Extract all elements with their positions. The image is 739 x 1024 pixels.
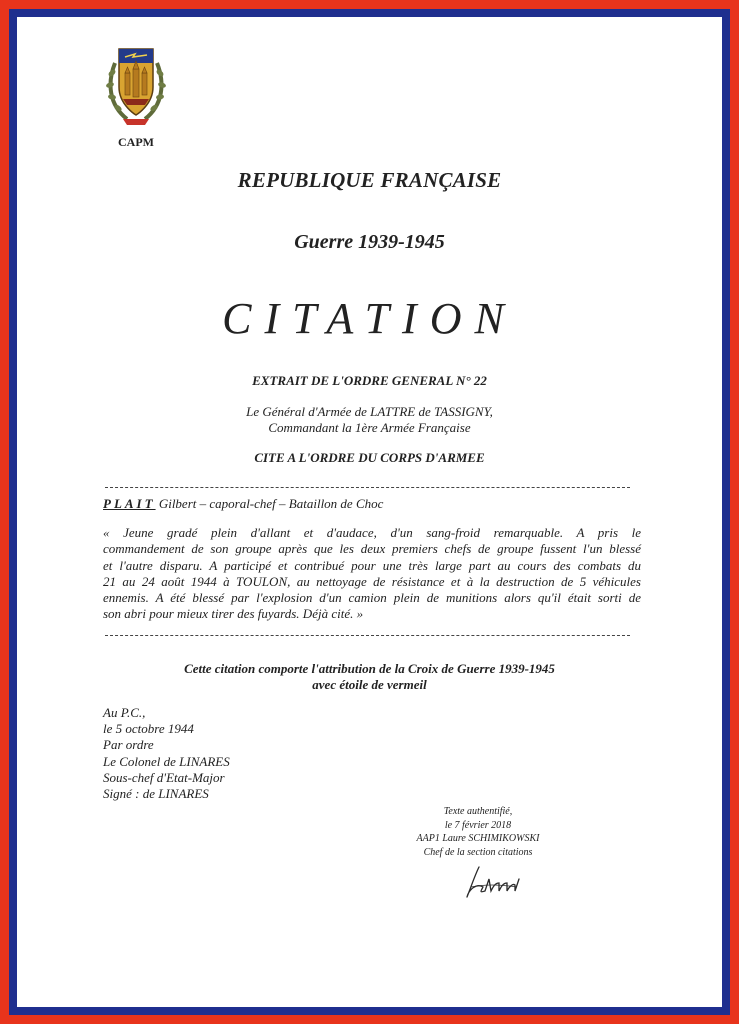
signature-block — [103, 705, 230, 802]
person-line — [103, 496, 383, 512]
handwritten-signature-icon — [457, 857, 537, 902]
signature-line: Signé : de LINARES — [103, 786, 209, 802]
authentication-line: le 7 février 2018 — [444, 819, 512, 831]
authentication-line: Chef de la section citations — [423, 846, 533, 858]
citation-text — [103, 525, 641, 623]
republic-title: REPUBLIQUE FRANÇAISE — [237, 168, 502, 192]
authentication-line: Texte authentifié, — [443, 806, 513, 817]
dashed-separator — [105, 635, 630, 636]
citation-document — [17, 17, 722, 1007]
person-details: Gilbert – caporal-chef – Bataillon de Choc — [155, 496, 384, 511]
award-line-2: avec étoile de vermeil — [312, 677, 427, 692]
person-surname: PLAIT — [103, 496, 156, 511]
authentication-block — [347, 805, 609, 859]
general-line-1: Le Général d'Armée de LATTRE de TASSIGNY, — [246, 404, 493, 419]
cite-order: CITE A L'ORDRE DU CORPS D'ARMEE — [254, 450, 485, 465]
signature-line: Par ordre — [103, 737, 154, 753]
citation-line: son abri pour mieux tirer des fuyards. Déjà cité. » — [103, 606, 364, 622]
war-subtitle: Guerre 1939-1945 — [294, 231, 445, 253]
citation-line: 21 au 24 août 1944 à TOULON, au nettoyage de résistance et à la destruction de 5 véhicules — [103, 573, 641, 589]
capm-coat-of-arms-icon — [105, 43, 167, 127]
citation-line: et l'autre disparu. A participé et contribué pour une très large part au cours des combats du — [103, 557, 641, 573]
dashed-separator — [105, 487, 630, 488]
signature-line: le 5 octobre 1944 — [103, 721, 194, 737]
signature-line: Le Colonel de LINARES — [103, 753, 230, 769]
citation-line: commandement de son groupe après que les deux premiers chefs de groupe fussent l'un blessé — [103, 541, 641, 557]
order-extract: EXTRAIT DE L'ORDRE GENERAL N° 22 — [252, 373, 487, 388]
citation-line: « Jeune gradé plein d'allant et d'audace, d'un sang-froid remarquable. A pris le — [103, 525, 641, 540]
citation-title: CITATION — [222, 294, 517, 343]
signature-line: Sous-chef d'Etat-Major — [103, 769, 225, 785]
authentication-line: AAP1 Laure SCHIMIKOWSKI — [416, 833, 540, 844]
org-label: CAPM — [118, 135, 154, 149]
signature-line: Au P.C., — [103, 705, 146, 720]
general-line-2: Commandant la 1ère Armée Française — [268, 420, 471, 435]
citation-line: ennemis. A été blessé par l'explosion d'un camion plein de munitions alors qu'il était sorti de — [103, 590, 641, 606]
award-line-1: Cette citation comporte l'attribution de la Croix de Guerre 1939-1945 — [184, 661, 555, 676]
